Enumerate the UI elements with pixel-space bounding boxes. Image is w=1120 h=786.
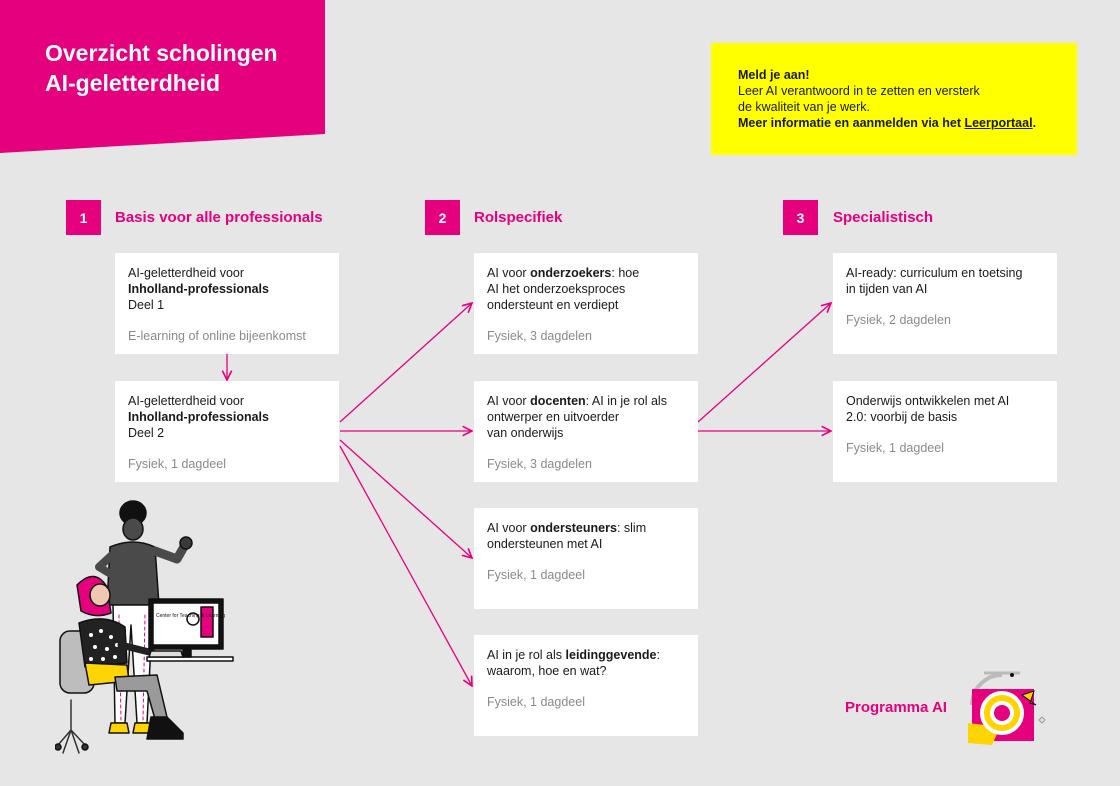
course-title-post: : waarom, hoe en wat? bbox=[487, 648, 660, 678]
course-title bbox=[128, 393, 327, 441]
course-format: Fysiek, 2 dagdelen bbox=[846, 313, 951, 327]
program-label: Programma AI bbox=[845, 699, 947, 716]
notice-line-2: de kwaliteit van je werk. bbox=[738, 100, 871, 114]
program-ai-logo bbox=[962, 665, 1050, 747]
page-title-line-2: AI-geletterdheid bbox=[45, 70, 221, 96]
course-title bbox=[487, 393, 686, 441]
course-title: Onderwijs ontwikkelen met AI 2.0: voorbij de basis bbox=[846, 394, 1010, 424]
course-card-basis-deel2[interactable] bbox=[115, 381, 339, 482]
step-3-number: 3 bbox=[783, 200, 818, 235]
course-title-post: : slim ondersteunen met AI bbox=[487, 521, 647, 551]
step-1-label: Basis voor alle professionals bbox=[115, 209, 323, 226]
course-format: Fysiek, 3 dagdelen bbox=[487, 329, 592, 343]
course-title-post: : AI in je rol als ontwerper en uitvoerder van onderwijs bbox=[487, 394, 667, 440]
course-format: Fysiek, 1 dagdeel bbox=[487, 695, 585, 709]
page-title-line-1: Overzicht scholingen bbox=[45, 40, 278, 66]
arrow-to-curriculum bbox=[698, 303, 831, 422]
notice-line-1: Leer AI verantwoord in te zetten en versterk bbox=[738, 84, 980, 98]
course-card-ondersteuners[interactable] bbox=[474, 508, 698, 609]
step-3-label: Specialistisch bbox=[833, 209, 934, 226]
course-card-basis-deel1[interactable] bbox=[115, 253, 339, 354]
course-card-curriculum[interactable] bbox=[833, 253, 1057, 354]
step-2-label: Rolspecifiek bbox=[474, 209, 563, 226]
course-title-pre: AI voor bbox=[487, 394, 527, 408]
course-format: E-learning of online bijeenkomst bbox=[128, 329, 306, 343]
course-title-bold: ondersteuners bbox=[530, 521, 617, 535]
arrow-to-ondersteuners bbox=[340, 440, 472, 558]
course-title: AI-ready: curriculum en toetsing in tijden van AI bbox=[846, 266, 1023, 296]
notice-line-3-text: Meer informatie en aanmelden via het bbox=[738, 116, 965, 130]
course-card-docenten[interactable] bbox=[474, 381, 698, 482]
course-title-bold: onderzoekers bbox=[530, 266, 612, 280]
course-title-post: Deel 1 bbox=[128, 298, 165, 312]
course-title-pre: AI voor bbox=[487, 266, 527, 280]
course-title bbox=[487, 647, 686, 679]
course-title-bold: leidinggevende bbox=[565, 648, 657, 662]
arrow-to-onderzoekers bbox=[340, 303, 472, 422]
course-card-leidinggevende[interactable] bbox=[474, 635, 698, 736]
course-card-onderzoekers[interactable] bbox=[474, 253, 698, 354]
arrow-to-leidinggevende bbox=[340, 446, 472, 686]
course-title-post: Deel 2 bbox=[128, 426, 165, 440]
course-format: Fysiek, 1 dagdeel bbox=[487, 568, 585, 582]
course-title-bold: docenten bbox=[530, 394, 586, 408]
course-title bbox=[128, 265, 327, 313]
notice-heading: Meld je aan! bbox=[738, 68, 810, 82]
leerportaal-link[interactable]: Leerportaal bbox=[964, 116, 1033, 130]
step-2-number: 2 bbox=[425, 200, 460, 235]
course-format: Fysiek, 1 dagdeel bbox=[128, 457, 226, 471]
course-format: Fysiek, 3 dagdelen bbox=[487, 457, 592, 471]
notice-line-3-suffix: . bbox=[1032, 116, 1037, 130]
step-1-number: 1 bbox=[66, 200, 101, 235]
course-format: Fysiek, 1 dagdeel bbox=[846, 441, 944, 455]
course-title-bold: Inholland-professionals bbox=[128, 410, 269, 424]
course-title bbox=[487, 520, 686, 552]
course-title-bold: Inholland-professionals bbox=[128, 282, 269, 296]
course-title bbox=[487, 265, 686, 313]
course-title-pre: AI-geletterdheid voor bbox=[128, 394, 245, 408]
course-card-onderwijs-ontwikkelen[interactable] bbox=[833, 381, 1057, 482]
course-title-pre: AI-geletterdheid voor bbox=[128, 266, 245, 280]
course-title-pre: AI voor bbox=[487, 521, 527, 535]
course-title-post: : hoe AI het onderzoeksproces ondersteunt en verdiept bbox=[487, 266, 640, 312]
people-at-computer-illustration bbox=[55, 495, 245, 760]
illustration-screen-text: Center for Teaching & Learning bbox=[156, 613, 226, 619]
course-title-pre: AI in je rol als bbox=[487, 648, 563, 662]
